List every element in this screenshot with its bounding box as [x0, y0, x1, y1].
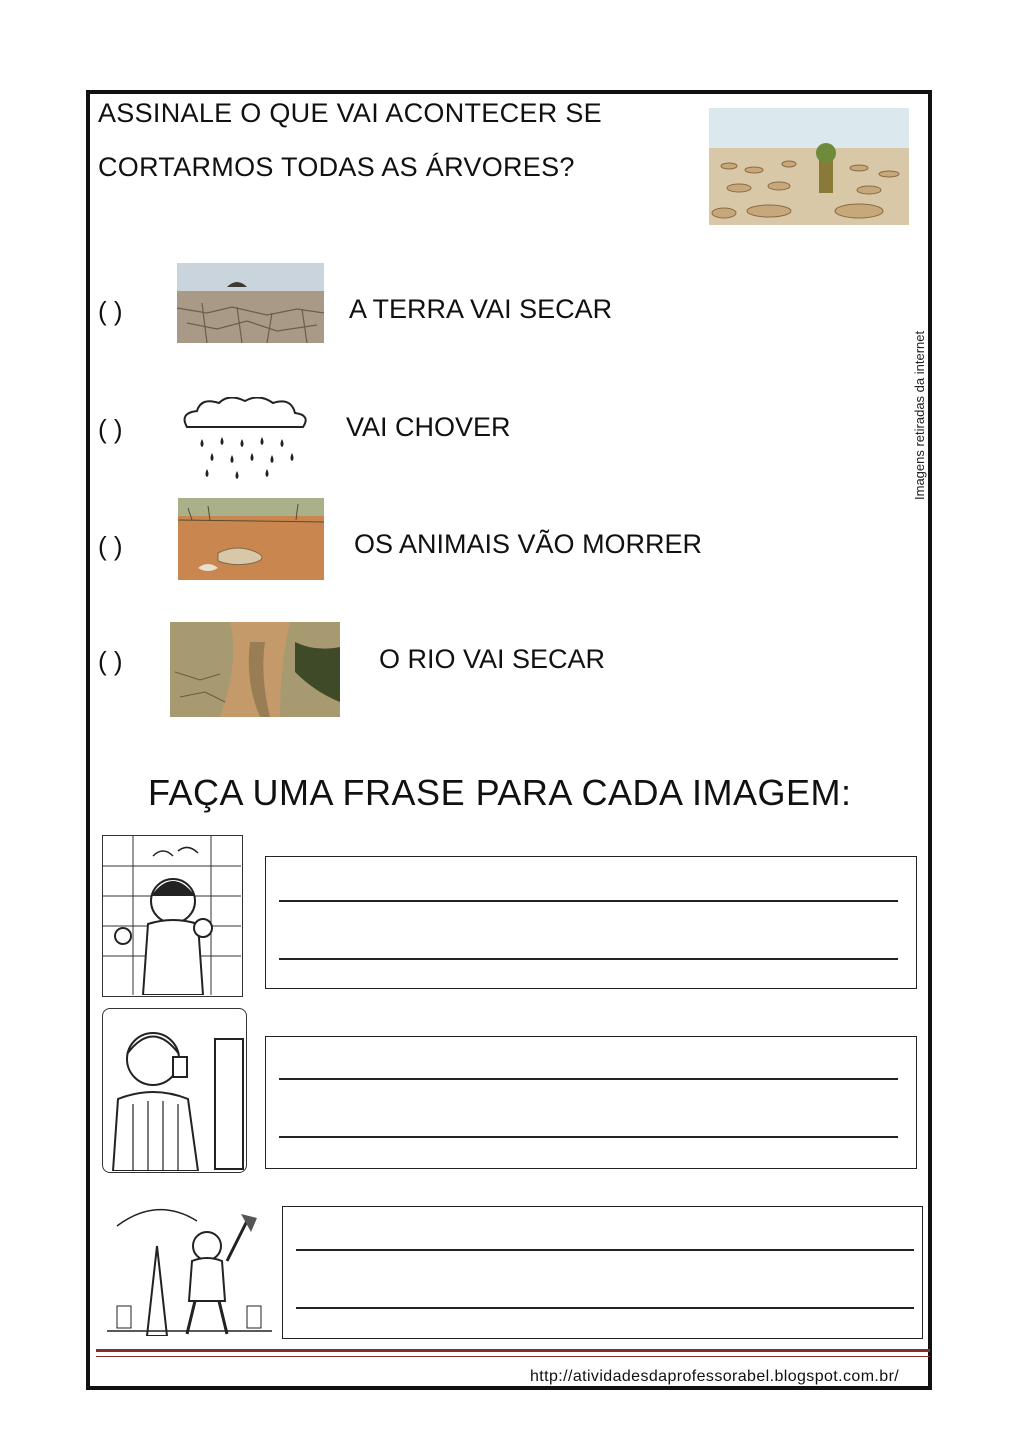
- footer-divider-thin: [96, 1356, 930, 1357]
- boy-showering-icon: [102, 835, 243, 997]
- option-2-checkbox[interactable]: ( ): [98, 414, 123, 444]
- option-1-label: A TERRA VAI SECAR: [349, 294, 613, 324]
- answer-box-1[interactable]: [265, 856, 917, 989]
- answer-line: [279, 1136, 898, 1138]
- answer-line: [279, 958, 898, 960]
- answer-line: [279, 1078, 898, 1080]
- image-credit-note: Imagens retiradas da internet: [912, 330, 927, 500]
- option-4-checkbox[interactable]: ( ): [98, 646, 123, 676]
- answer-line: [296, 1307, 914, 1309]
- answer-line: [279, 900, 898, 902]
- question-line-1: ASSINALE O QUE VAI ACONTECER SE: [98, 98, 602, 128]
- answer-box-2[interactable]: [265, 1036, 917, 1169]
- deforested-land-image: [709, 108, 909, 225]
- footer-divider: [96, 1349, 930, 1352]
- answer-box-3[interactable]: [282, 1206, 923, 1339]
- option-3-checkbox[interactable]: ( ): [98, 531, 123, 561]
- option-4-label: O RIO VAI SECAR: [379, 644, 606, 674]
- option-2-label: VAI CHOVER: [346, 412, 511, 442]
- section-2-title: FAÇA UMA FRASE PARA CADA IMAGEM:: [148, 772, 852, 813]
- option-3-label: OS ANIMAIS VÃO MORRER: [354, 529, 703, 559]
- dry-cracked-earth-icon: [177, 263, 324, 343]
- dry-river-icon: [170, 622, 340, 717]
- man-cutting-tree-icon: [107, 1206, 272, 1336]
- boy-drinking-water-icon: [102, 1008, 247, 1173]
- option-1-checkbox[interactable]: ( ): [98, 296, 123, 326]
- dead-animal-drought-icon: [178, 498, 324, 580]
- footer-url[interactable]: http://atividadesdaprofessorabel.blogspot.com.br/: [530, 1368, 900, 1385]
- rain-cloud-icon: [177, 397, 315, 484]
- question-line-2: CORTARMOS TODAS AS ÁRVORES?: [98, 152, 575, 182]
- answer-line: [296, 1249, 914, 1251]
